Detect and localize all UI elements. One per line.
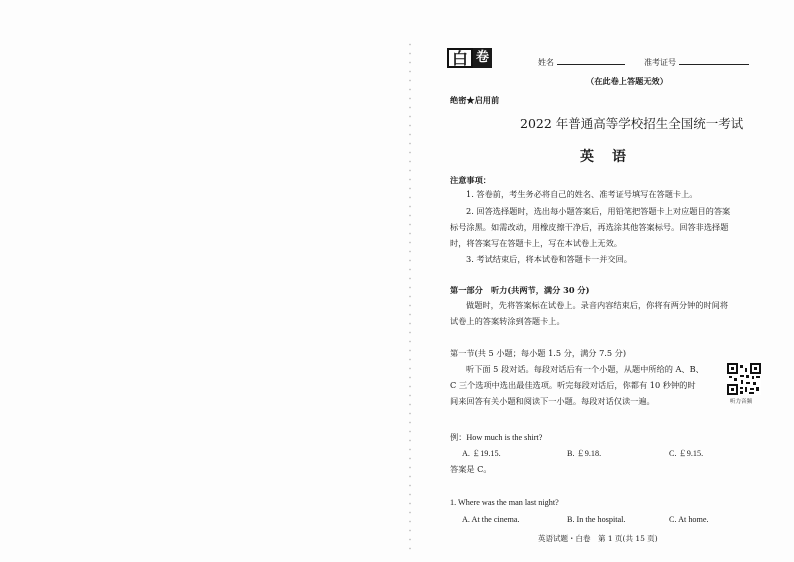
section1-heading: 第一节(共 5 小题；每小题 1.5 分，满分 7.5 分) bbox=[450, 348, 627, 358]
binding-line bbox=[408, 40, 412, 550]
example-answer: 答案是 C。 bbox=[450, 464, 492, 474]
note-item: 2. 回答选择题时，选出每小题答案后，用铅笔把答题卡上对应题目的答案 bbox=[466, 206, 731, 216]
qr-code-icon[interactable] bbox=[727, 363, 761, 395]
exam-number-label: 准考证号 bbox=[644, 58, 676, 67]
section1-line: C 三个选项中选出最佳选项。听完每段对话后，你都有 10 秒钟的时 bbox=[450, 380, 696, 390]
example-option-b: B. ￡9.18. bbox=[567, 449, 602, 458]
note-item: 1. 答卷前，考生务必将自己的姓名、准考证号填写在答题卡上。 bbox=[466, 189, 698, 199]
q1-option-b: B. In the hospital. bbox=[567, 515, 626, 524]
notes-heading: 注意事项： bbox=[450, 175, 491, 185]
q1-option-a: A. At the cinema. bbox=[462, 515, 520, 524]
part1-line: 做题时，先将答案标在试卷上。录音内容结束后，你将有两分钟的时间将 bbox=[466, 300, 729, 310]
paper-version-badge bbox=[447, 48, 492, 68]
part1-line: 试卷上的答案转涂到答题卡上。 bbox=[450, 316, 565, 326]
invalid-note: （在此卷上答题无效） bbox=[586, 76, 668, 86]
confidential-mark: 绝密★启用前 bbox=[450, 95, 500, 105]
badge-white-char: 白 bbox=[447, 48, 473, 68]
name-label: 姓名 bbox=[538, 58, 554, 67]
exam-number-blank bbox=[679, 54, 749, 65]
section1-line: 听下面 5 段对话。每段对话后有一个小题，从题中所给的 A、B、 bbox=[466, 364, 704, 374]
example-option-a: A. ￡19.15. bbox=[462, 449, 501, 458]
note-item: 3. 考试结束后，将本试卷和答题卡一并交回。 bbox=[466, 254, 632, 264]
question-1: 1. Where was the man last night? bbox=[450, 498, 559, 507]
note-item: 时，将答案写在答题卡上，写在本试卷上无效。 bbox=[450, 238, 622, 248]
name-field bbox=[538, 54, 625, 68]
q1-option-c: C. At home. bbox=[669, 515, 709, 524]
example-question: 例：How much is the shirt? bbox=[450, 433, 543, 442]
exam-number-field bbox=[644, 54, 749, 68]
part1-heading: 第一部分 听力(共两节，满分 30 分) bbox=[450, 285, 590, 295]
exam-title: 2022 年普通高等学校招生全国统一考试 bbox=[520, 116, 744, 131]
page-footer: 英语试题・白卷 第 1 页(共 15 页) bbox=[538, 534, 658, 543]
note-item: 标号涂黑。如需改动，用橡皮擦干净后，再选涂其他答案标号。回答非选择题 bbox=[450, 222, 729, 232]
subject-title: 英语 bbox=[580, 149, 644, 165]
badge-black-char: 卷 bbox=[473, 48, 492, 68]
example-option-c: C. ￡9.15. bbox=[669, 449, 704, 458]
section1-line: 间来回答有关小题和阅读下一小题。每段对话仅读一遍。 bbox=[450, 396, 655, 406]
name-blank bbox=[557, 54, 625, 65]
qr-caption: 听力音频 bbox=[730, 399, 753, 405]
